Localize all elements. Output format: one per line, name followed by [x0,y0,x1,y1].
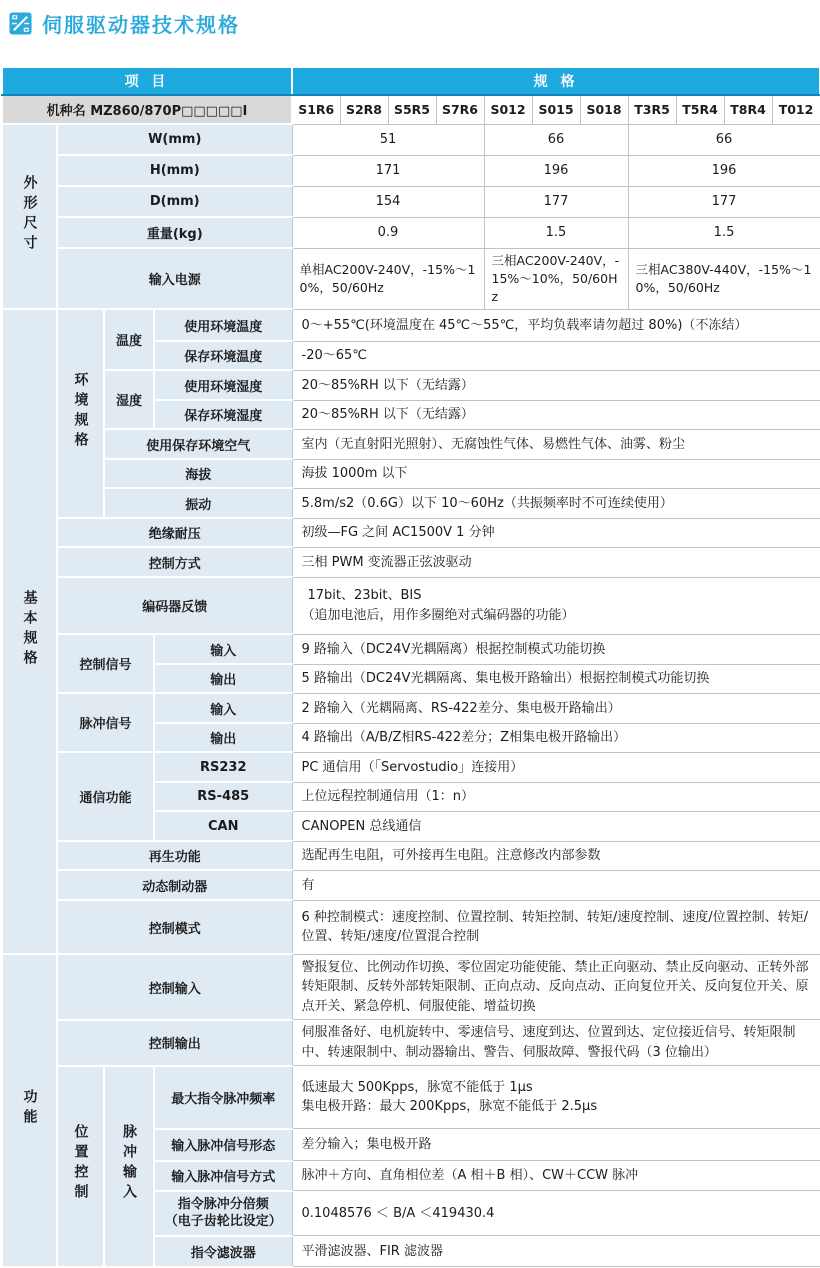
value-insulation: 初级—FG 之间 AC1500V 1 分钟 [292,518,820,547]
row-label-storage-temp: 保存环境温度 [154,341,292,370]
row-label-weight: 重量(kg) [57,217,292,248]
value-operating-temp: 0～+55℃(环境温度在 45℃～55℃，平均负载率请勿超过 80%)（不冻结） [292,309,820,341]
max-freq-line1: 低速最大 500Kpps，脉宽不能低于 1μs [301,1079,533,1095]
row-label-vibration: 振动 [104,488,292,518]
model-cell: S015 [532,95,580,124]
model-cell: S018 [580,95,628,124]
value-depth-g3: 177 [628,186,820,217]
servo-logo-icon [9,12,32,35]
max-freq-line2: 集电极开路：最大 200Kpps，脉宽不能低于 2.5μs [301,1099,598,1115]
value-electronic-gear: 0.1048576 ＜ B/A ＜419430.4 [292,1191,820,1236]
value-command-filter: 平滑滤波器、FIR 滤波器 [292,1236,820,1267]
group-label-communication: 通信功能 [57,752,154,841]
value-width-g2: 66 [484,124,628,155]
row-label-control-input: 控制输入 [57,954,292,1020]
row-label-pulse-signal-output: 输出 [154,723,292,752]
row-label-ambient-air: 使用保存环境空气 [104,429,292,459]
value-storage-humidity: 20～85%RH 以下（无结露） [292,400,820,429]
model-cell: T8R4 [724,95,772,124]
value-rs232: PC 通信用（「Servostudio」连接用） [292,752,820,782]
value-depth-g2: 177 [484,186,628,217]
value-weight-g1: 0.9 [292,217,484,248]
model-cell: S5R5 [388,95,436,124]
row-label-control-signal-output: 输出 [154,664,292,693]
value-max-pulse-frequency [292,1066,820,1129]
value-ambient-air: 室内（无直射阳光照射）、无腐蚀性气体、易燃性气体、油雾、粉尘 [292,429,820,459]
value-control-output: 伺服准备好、电机旋转中、零速信号、速度到达、位置到达、定位接近信号、转矩限制中、转速限制中、制动器输出、警告、伺服故障、警报代码（3 位输出） [292,1020,820,1066]
page-header [0,0,820,38]
row-label-rs485: RS-485 [154,782,292,811]
row-label-regeneration: 再生功能 [57,841,292,870]
value-dynamic-brake: 有 [292,870,820,900]
value-encoder-feedback [292,577,820,634]
row-label-control-method: 控制方式 [57,547,292,577]
section-environment: 环境规格 [57,309,104,518]
row-label-operating-temp: 使用环境温度 [154,309,292,341]
encoder-line1: 17bit、23bit、BIS [307,588,422,604]
gear-label-line1: 指令脉冲分倍频 [177,1196,269,1212]
row-label-control-signal-input: 输入 [154,634,292,664]
group-label-control-signal: 控制信号 [57,634,154,693]
row-label-input-power: 输入电源 [57,248,292,309]
section-dimensions: 外形尺寸 [2,124,57,309]
row-label-insulation: 绝缘耐压 [57,518,292,547]
value-storage-temp: -20～65℃ [292,341,820,370]
value-height-g3: 196 [628,155,820,186]
model-cell: T5R4 [676,95,724,124]
value-control-method: 三相 PWM 变流器正弦波驱动 [292,547,820,577]
row-label-storage-humidity: 保存环境湿度 [154,400,292,429]
column-header-spec: 规 格 [292,67,820,95]
value-height-g2: 196 [484,155,628,186]
row-label-electronic-gear [154,1191,292,1236]
value-pulse-signal-input: 2 路输入（光耦隔离、RS-422差分、集电极开路输出） [292,693,820,723]
value-pulse-form: 差分输入；集电极开路 [292,1129,820,1161]
model-cell: S2R8 [340,95,388,124]
gear-label-line2: （电子齿轮比设定） [164,1214,282,1230]
value-vibration: 5.8m/s2（0.6G）以下 10～60Hz（共振频率时不可连续使用） [292,488,820,518]
value-weight-g2: 1.5 [484,217,628,248]
value-control-signal-output: 5 路输出（DC24V光耦隔离、集电极开路输出）根据控制模式功能切换 [292,664,820,693]
model-name-code: MZ860/870P□□□□□I [90,104,248,119]
row-label-command-filter: 指令滤波器 [154,1236,292,1267]
section-basic-specs: 基本规格 [2,309,57,954]
column-header-item: 项 目 [2,67,292,95]
row-label-altitude: 海拔 [104,459,292,488]
value-can: CANOPEN 总线通信 [292,811,820,841]
value-control-signal-input: 9 路输入（DC24V光耦隔离）根据控制模式功能切换 [292,634,820,664]
row-label-pulse-mode: 输入脉冲信号方式 [154,1161,292,1191]
section-functions: 功能 [2,954,57,1267]
section-pulse-input: 脉冲输入 [104,1066,154,1267]
value-control-modes: 6 种控制模式：速度控制、位置控制、转矩控制、转矩/速度控制、速度/位置控制、转矩/位置、转矩/速度/位置混合控制 [292,900,820,954]
value-operating-humidity: 20～85%RH 以下（无结露） [292,370,820,400]
value-power-g3: 三相AC380V-440V，-15%～10%，50/60Hz [628,248,820,309]
group-label-temperature: 温度 [104,309,154,370]
row-label-rs232: RS232 [154,752,292,782]
model-cell: S7R6 [436,95,484,124]
model-name-label [2,95,292,124]
value-height-g1: 171 [292,155,484,186]
value-power-g1: 单相AC200V-240V，-15%～10%，50/60Hz [292,248,484,309]
row-label-width: W(mm) [57,124,292,155]
row-label-can: CAN [154,811,292,841]
value-weight-g3: 1.5 [628,217,820,248]
value-power-g2: 三相AC200V-240V，-15%～10%，50/60Hz [484,248,628,309]
model-cell: T3R5 [628,95,676,124]
row-label-pulse-form: 输入脉冲信号形态 [154,1129,292,1161]
value-pulse-mode: 脉冲＋方向、直角相位差（A 相＋B 相）、CW＋CCW 脉冲 [292,1161,820,1191]
model-cell: S012 [484,95,532,124]
row-label-control-modes: 控制模式 [57,900,292,954]
group-label-pulse-signal: 脉冲信号 [57,693,154,752]
spec-table [1,66,820,1268]
model-name-caption: 机种名 [46,104,86,119]
model-cell: T012 [772,95,820,124]
value-pulse-signal-output: 4 路输出（A/B/Z相RS-422差分；Z相集电极开路输出） [292,723,820,752]
page-title: 伺服驱动器技术规格 [42,12,240,37]
row-label-control-output: 控制输出 [57,1020,292,1066]
row-label-encoder-feedback: 编码器反馈 [57,577,292,634]
row-label-depth: D(mm) [57,186,292,217]
group-label-humidity: 湿度 [104,370,154,429]
value-width-g3: 66 [628,124,820,155]
value-altitude: 海拔 1000m 以下 [292,459,820,488]
value-regeneration: 选配再生电阻，可外接再生电阻。注意修改内部参数 [292,841,820,870]
row-label-pulse-signal-input: 输入 [154,693,292,723]
value-rs485: 上位远程控制通信用（1：n） [292,782,820,811]
row-label-height: H(mm) [57,155,292,186]
value-control-input: 警报复位、比例动作切换、零位固定功能使能、禁止正向驱动、禁止反向驱动、正转外部转矩限制、反转外部转矩限制、正向点动、反向点动、正向复位开关、反向复位开关、原点开关、紧急停机、伺服使能、增益切换 [292,954,820,1020]
value-width-g1: 51 [292,124,484,155]
model-cell: S1R6 [292,95,340,124]
row-label-max-pulse-frequency: 最大指令脉冲频率 [154,1066,292,1129]
value-depth-g1: 154 [292,186,484,217]
row-label-operating-humidity: 使用环境湿度 [154,370,292,400]
row-label-dynamic-brake: 动态制动器 [57,870,292,900]
encoder-line2: （追加电池后，用作多圈绝对式编码器的功能） [301,607,575,623]
section-position-control: 位置控制 [57,1066,104,1267]
